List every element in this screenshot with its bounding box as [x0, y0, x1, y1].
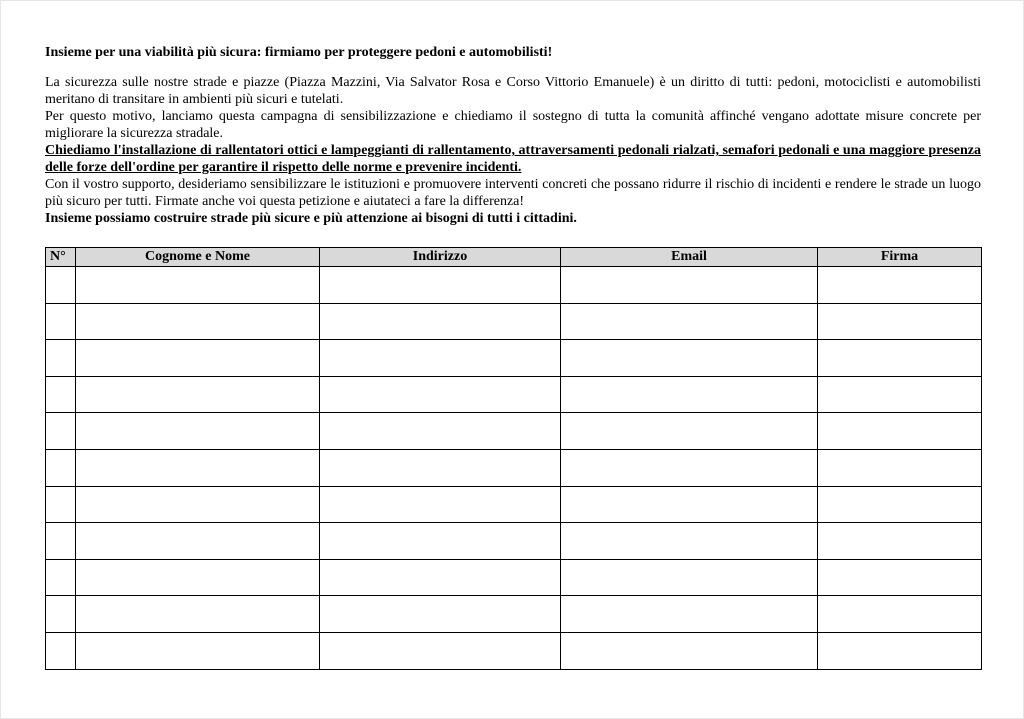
cell-address	[320, 303, 561, 340]
header-address: Indirizzo	[320, 248, 561, 267]
cell-address	[320, 340, 561, 377]
cell-number	[46, 376, 76, 413]
cell-address	[320, 632, 561, 669]
cell-signature	[818, 559, 982, 596]
cell-email	[561, 559, 818, 596]
cell-signature	[818, 486, 982, 523]
table-row	[46, 413, 982, 450]
cell-email	[561, 303, 818, 340]
cell-number	[46, 303, 76, 340]
table-row	[46, 596, 982, 633]
table-row	[46, 340, 982, 377]
petition-title: Insieme per una viabilità più sicura: firmiamo per proteggere pedoni e automobilisti!	[45, 45, 553, 60]
cell-email	[561, 486, 818, 523]
table-body	[46, 267, 982, 670]
table-row	[46, 632, 982, 669]
cell-signature	[818, 413, 982, 450]
cell-address	[320, 413, 561, 450]
cell-address	[320, 559, 561, 596]
cell-name	[76, 523, 320, 560]
cell-signature	[818, 376, 982, 413]
cell-name	[76, 449, 320, 486]
cell-number	[46, 267, 76, 304]
header-name: Cognome e Nome	[76, 248, 320, 267]
table-row	[46, 303, 982, 340]
paragraph-campaign: Per questo motivo, lanciamo questa campagna di sensibilizzazione e chiediamo il sostegno di tutta la comunità affinché vengano adottate misure concrete per migliorare la sicurezza stradale.	[45, 109, 981, 141]
cell-email	[561, 523, 818, 560]
table-row	[46, 376, 982, 413]
cell-name	[76, 596, 320, 633]
cell-signature	[818, 303, 982, 340]
cell-signature	[818, 596, 982, 633]
cell-email	[561, 267, 818, 304]
cell-address	[320, 449, 561, 486]
cell-signature	[818, 632, 982, 669]
petition-text	[45, 44, 981, 227]
cell-email	[561, 340, 818, 377]
cell-name	[76, 559, 320, 596]
cell-number	[46, 596, 76, 633]
cell-number	[46, 449, 76, 486]
cell-name	[76, 413, 320, 450]
cell-email	[561, 596, 818, 633]
cell-address	[320, 267, 561, 304]
signature-table	[45, 247, 982, 670]
paragraph-closing: Insieme possiamo costruire strade più sicure e più attenzione ai bisogni di tutti i cittadini.	[45, 211, 577, 226]
cell-number	[46, 413, 76, 450]
cell-name	[76, 303, 320, 340]
cell-number	[46, 523, 76, 560]
paragraph-requests: Chiediamo l'installazione di rallentatori ottici e lampeggianti di rallentamento, attraversamenti pedonali rialzati, semafori pedonali e una maggiore presenza delle forze dell'ordine per garantire il rispetto delle norme e prevenire incidenti.	[45, 143, 981, 175]
cell-name	[76, 486, 320, 523]
cell-email	[561, 376, 818, 413]
cell-email	[561, 449, 818, 486]
cell-email	[561, 413, 818, 450]
cell-signature	[818, 523, 982, 560]
header-signature: Firma	[818, 248, 982, 267]
cell-signature	[818, 340, 982, 377]
table-header-row	[46, 248, 982, 267]
table-row	[46, 449, 982, 486]
table-row	[46, 267, 982, 304]
cell-name	[76, 632, 320, 669]
cell-number	[46, 486, 76, 523]
cell-address	[320, 523, 561, 560]
cell-address	[320, 486, 561, 523]
cell-name	[76, 340, 320, 377]
cell-signature	[818, 449, 982, 486]
header-number: N°	[46, 248, 76, 267]
cell-number	[46, 340, 76, 377]
cell-address	[320, 596, 561, 633]
cell-number	[46, 559, 76, 596]
table-row	[46, 486, 982, 523]
cell-name	[76, 267, 320, 304]
cell-email	[561, 632, 818, 669]
cell-address	[320, 376, 561, 413]
table-row	[46, 523, 982, 560]
cell-signature	[818, 267, 982, 304]
paragraph-support: Con il vostro supporto, desideriamo sensibilizzare le istituzioni e promuovere interventi concreti che possano ridurre il rischio di incidenti e rendere le strade un luogo più sicuro per tutti. Firmate anche voi questa petizione e aiutateci a fare la differenza!	[45, 177, 981, 209]
header-email: Email	[561, 248, 818, 267]
paragraph-intro: La sicurezza sulle nostre strade e piazze (Piazza Mazzini, Via Salvator Rosa e Corso Vittorio Emanuele) è un diritto di tutti: pedoni, motociclisti e automobilisti meritano di transitare in ambienti più sicuri e tutelati.	[45, 75, 981, 107]
cell-name	[76, 376, 320, 413]
cell-number	[46, 632, 76, 669]
table-row	[46, 559, 982, 596]
